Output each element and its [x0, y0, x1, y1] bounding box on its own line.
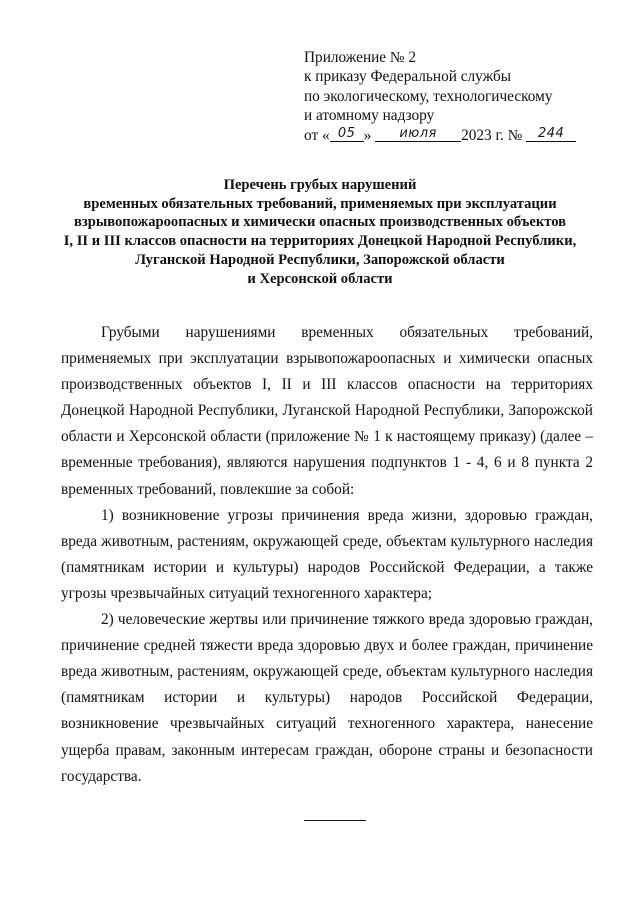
appendix-supervision-line: и атомному надзору	[304, 107, 435, 125]
date-month: июля	[399, 125, 437, 141]
date-year-number-label: 2023 г. №	[461, 126, 523, 144]
date-prefix: от «	[304, 126, 330, 144]
end-separator-line	[304, 820, 366, 821]
appendix-header	[304, 48, 604, 145]
title-line-6: и Херсонской области	[247, 270, 393, 287]
order-number: 244	[537, 125, 565, 141]
appendix-agency-line: по экологическому, технологическому	[304, 87, 553, 105]
date-day: 05	[337, 125, 356, 141]
order-number-field	[526, 126, 576, 142]
document-title	[30, 176, 610, 288]
title-line-2: временных обязательных требований, применяемых при эксплуатации	[83, 195, 557, 212]
title-line-5: Луганской Народной Республики, Запорожской области	[135, 251, 505, 268]
appendix-date-line	[304, 126, 604, 145]
title-line-4: I, II и III классов опасности на территориях Донецкой Народной Республики,	[63, 233, 577, 250]
date-day-field	[330, 126, 364, 142]
document-body	[61, 320, 593, 790]
appendix-order-line: к приказу Федеральной службы	[304, 68, 512, 86]
paragraph-item-2: 2) человеческие жертвы или причинение тяжкого вреда здоровью граждан, причинение средней тяжести вреда здоровью двух и более граждан, причинение вреда животным, растениям, окружающей среде, объектам культурного наследия (памятникам истории и культуры) народов Российской Федерации, возникновение чрезвычайных ситуаций техногенного характера, нанесение ущерба правам, законным интересам граждан, обороне страны и безопасности государства.	[61, 611, 593, 785]
paragraph-item-1: 1) возникновение угрозы причинения вреда жизни, здоровью граждан, вреда животным, растениям, окружающей среде, объектам культурного наследия (памятникам истории и культуры) народов Российской Федерации, а также угрозы чрезвычайных ситуаций техногенного характера;	[61, 506, 593, 602]
appendix-number: Приложение № 2	[304, 49, 416, 66]
title-line-1: Перечень грубых нарушений	[223, 177, 417, 193]
title-line-3: взрывопожароопасных и химически опасных производственных объектов	[73, 214, 567, 231]
paragraph-intro: Грубыми нарушениями временных обязательных требований, применяемых при эксплуатации взрывопожароопасных и химически опасных производственных объектов I, II и III классов опасности на территориях Донецкой Народной Республики, Луганской Народной Республики, Запорожской области и Херсонской области (приложение № 1 к настоящему приказу) (далее – временные требования), являются нарушения подпунктов 1 - 4, 6 и 8 пункта 2 временных требований, повлекшие за собой:	[61, 324, 593, 498]
date-quote-close: »	[363, 126, 372, 144]
date-month-field	[375, 126, 461, 142]
